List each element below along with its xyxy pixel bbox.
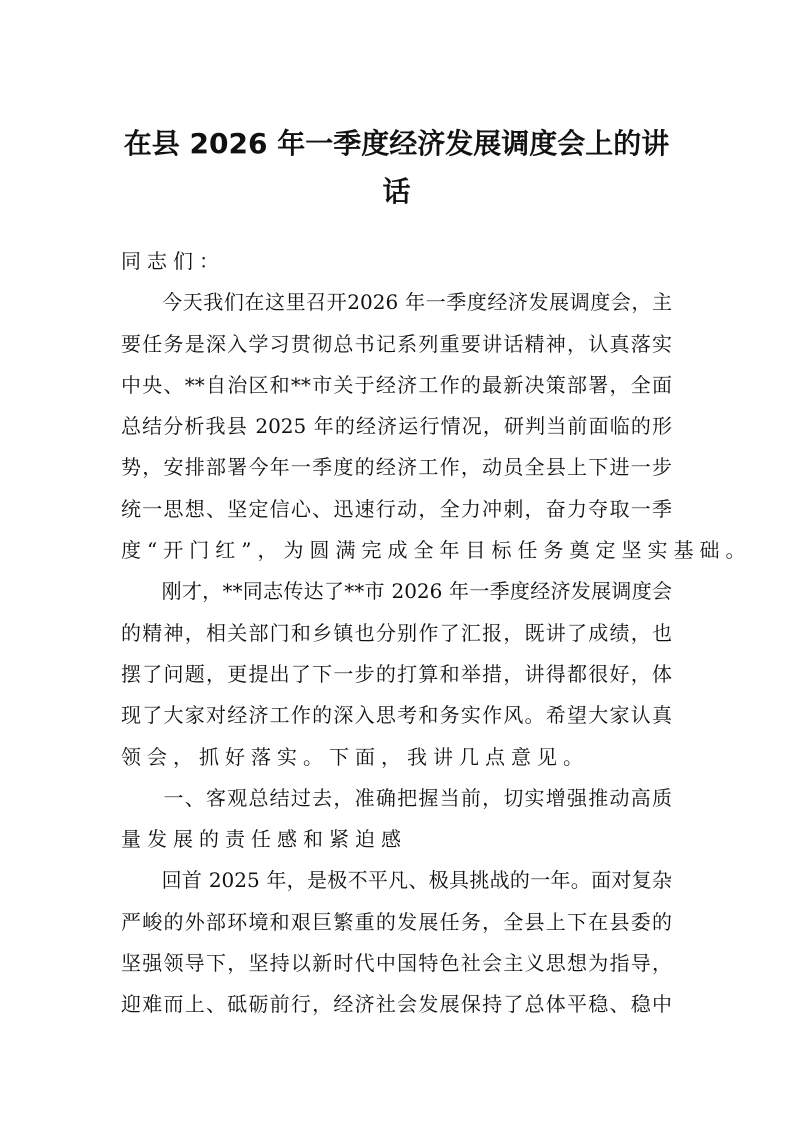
title-line-1: 在县 2026 年一季度经济发展调度会上的讲	[123, 127, 670, 160]
salutation: 同志们：	[121, 249, 225, 273]
document-body	[121, 241, 752, 1026]
text-line: 势，安排部署今年一季度的经济工作，动员全县上下进一步	[121, 455, 672, 480]
text-line: 要任务是深入学习贯彻总书记系列重要讲话精神，认真落实	[121, 331, 672, 356]
text-line: 一、客观总结过去，准确把握当前，切实增强推动高质	[121, 785, 672, 810]
paragraph	[121, 778, 672, 861]
text-line: 刚才，**同志传达了**市 2026 年一季度经济发展调度会	[121, 579, 672, 604]
text-line: 摆了问题，更提出了下一步的打算和举措，讲得都很好，体	[121, 661, 672, 686]
text-line: 的精神，相关部门和乡镇也分别作了汇报，既讲了成绩，也	[121, 620, 672, 645]
text-line: 度“开门红”，为圆满完成全年目标任务奠定坚实基础。	[121, 538, 752, 563]
text-line: 现了大家对经济工作的深入思考和务实作风。希望大家认真	[121, 703, 672, 728]
text-line: 领会，抓好落实。下面，我讲几点意见。	[121, 744, 589, 769]
text-line: 坚强领导下，坚持以新时代中国特色社会主义思想为指导，	[121, 951, 672, 976]
text-line: 迎难而上、砥砺前行，经济社会发展保持了总体平稳、稳中	[121, 992, 672, 1017]
text-line: 中央、**自治区和**市关于经济工作的最新决策部署，全面	[121, 372, 672, 397]
paragraph	[121, 282, 752, 571]
title-line-2: 话	[382, 175, 411, 208]
text-line: 量发展的责任感和紧迫感	[121, 827, 407, 852]
paragraphs	[121, 282, 752, 1025]
paragraph	[121, 571, 672, 777]
text-line: 今天我们在这里召开2026 年一季度经济发展调度会，主	[121, 290, 672, 315]
text-line: 统一思想、坚定信心、迅速行动，全力冲刺，奋力夺取一季	[121, 496, 672, 521]
paragraph	[121, 860, 672, 1025]
text-line: 总结分析我县 2025 年的经济运行情况，研判当前面临的形	[121, 414, 672, 439]
text-line: 回首 2025 年，是极不平凡、极具挑战的一年。面对复杂	[121, 868, 672, 893]
document-title	[40, 120, 753, 216]
text-line: 严峻的外部环境和艰巨繁重的发展任务，全县上下在县委的	[121, 909, 672, 934]
